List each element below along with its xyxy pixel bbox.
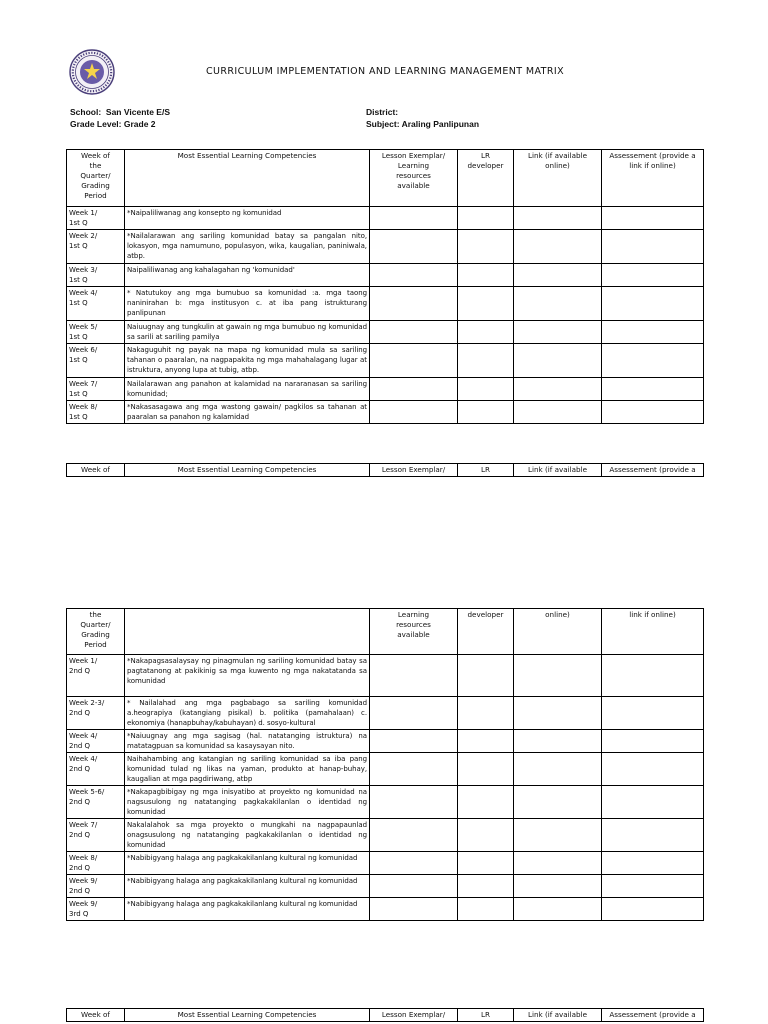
competency-cell: *Nabibigyang halaga ang pagkakakilanlang kultural ng komunidad bbox=[125, 898, 370, 921]
week-line: Week 7/ bbox=[69, 821, 98, 829]
week-line: Week 9/ bbox=[69, 877, 98, 885]
lr-cell[interactable] bbox=[458, 697, 514, 730]
week-line: Week 6/ bbox=[69, 346, 98, 354]
week-line: 1st Q bbox=[69, 333, 88, 341]
competency-cell: *Nakapagbibigay ng mga inisyatibo at proyekto ng komunidad na nagsusulong ng natatanging pagkakakilanlan o identidad ng komunidad bbox=[125, 786, 370, 819]
exemplar-cell[interactable] bbox=[370, 697, 458, 730]
competencies-header bbox=[125, 609, 370, 655]
lr-cell[interactable] bbox=[458, 786, 514, 819]
competency-cell: Nakalalahok sa mga proyekto o mungkahi na nagpapaunlad onagsusulong ng natatanging pagkakakilanlan o identidad ng komunidad bbox=[125, 819, 370, 852]
week-cell bbox=[67, 655, 125, 697]
week-header-line: Period bbox=[84, 640, 107, 649]
lr-cell[interactable] bbox=[458, 898, 514, 921]
week-header: Week of bbox=[67, 464, 125, 477]
table-row bbox=[67, 378, 704, 401]
week-line: Week 5/ bbox=[69, 323, 98, 331]
competency-cell: *Nabibigyang halaga ang pagkakakilanlang kultural ng komunidad bbox=[125, 875, 370, 898]
matrix-table-q1 bbox=[66, 149, 704, 424]
table-row bbox=[67, 730, 704, 753]
link-cell[interactable] bbox=[514, 730, 602, 753]
competency-cell: * Natutukoy ang mga bumubuo sa komunidad :a. mga taong naninirahan b: mga institusyon c. at iba pang istrukturang panlipunan bbox=[125, 287, 370, 321]
week-line: Week 8/ bbox=[69, 854, 98, 862]
grade-line bbox=[70, 118, 156, 130]
week-cell bbox=[67, 898, 125, 921]
link-cell[interactable] bbox=[514, 207, 602, 230]
exemplar-header-line: resources bbox=[396, 620, 431, 629]
week-header-line: the bbox=[89, 161, 102, 170]
link-cell[interactable] bbox=[514, 378, 602, 401]
table-row bbox=[67, 898, 704, 921]
week-cell bbox=[67, 264, 125, 287]
competency-cell: *Nabibigyang halaga ang pagkakakilanlang kultural ng komunidad bbox=[125, 852, 370, 875]
week-line: Week 8/ bbox=[69, 403, 98, 411]
week-line: 2nd Q bbox=[69, 831, 91, 839]
link-cell[interactable] bbox=[514, 898, 602, 921]
exemplar-cell[interactable] bbox=[370, 344, 458, 378]
lr-cell[interactable] bbox=[458, 852, 514, 875]
week-line: 1st Q bbox=[69, 219, 88, 227]
table-row bbox=[67, 819, 704, 852]
competency-cell: *Nakasasagawa ang mga wastong gawain/ pagkilos sa tahanan at paaralan sa panahon ng kalamidad bbox=[125, 401, 370, 424]
exemplar-cell[interactable] bbox=[370, 898, 458, 921]
table-row bbox=[67, 875, 704, 898]
week-cell bbox=[67, 344, 125, 378]
week-header-line: Week of bbox=[81, 151, 110, 160]
week-line: Week 4/ bbox=[69, 732, 98, 740]
week-cell bbox=[67, 697, 125, 730]
assessment-cell[interactable] bbox=[602, 786, 704, 819]
competency-cell: * Nailalahad ang mga pagbabago sa sariling komunidad a.heograpiya (katangiang pisikal) b. politika (pamahalaan) c. ekonomiya (hanapbuhay/kabuhayan) d. sosyo-kultural bbox=[125, 697, 370, 730]
link-cell[interactable] bbox=[514, 344, 602, 378]
week-line: 1st Q bbox=[69, 390, 88, 398]
exemplar-header: Lesson Exemplar/ bbox=[370, 464, 458, 477]
lr-header: LR bbox=[458, 464, 514, 477]
week-line: Week 2-3/ bbox=[69, 699, 105, 707]
district-line bbox=[366, 106, 398, 118]
competencies-header: Most Essential Learning Competencies bbox=[125, 1009, 370, 1022]
exemplar-cell[interactable] bbox=[370, 230, 458, 264]
exemplar-cell[interactable] bbox=[370, 321, 458, 344]
week-line: Week 7/ bbox=[69, 380, 98, 388]
deped-seal-logo bbox=[69, 49, 115, 95]
assessment-header: Assessement (provide a bbox=[602, 1009, 704, 1022]
week-line: 2nd Q bbox=[69, 667, 91, 675]
assessment-cell[interactable] bbox=[602, 898, 704, 921]
exemplar-cell[interactable] bbox=[370, 207, 458, 230]
competency-cell: *Nailalarawan ang sariling komunidad batay sa pangalan nito, lokasyon, mga namumuno, populasyon, wika, kaugalian, paniniwala, atbp. bbox=[125, 230, 370, 264]
exemplar-cell[interactable] bbox=[370, 655, 458, 697]
week-cell bbox=[67, 207, 125, 230]
grade-value: Grade 2 bbox=[123, 119, 156, 129]
week-header-line: Quarter/ bbox=[80, 620, 111, 629]
assessment-header bbox=[602, 150, 704, 207]
lr-cell[interactable] bbox=[458, 344, 514, 378]
exemplar-cell[interactable] bbox=[370, 264, 458, 287]
link-cell[interactable] bbox=[514, 875, 602, 898]
week-cell bbox=[67, 753, 125, 786]
link-cell[interactable] bbox=[514, 287, 602, 321]
competency-cell: *Naipaliliwanag ang konsepto ng komunidad bbox=[125, 207, 370, 230]
link-cell[interactable] bbox=[514, 230, 602, 264]
assessment-cell[interactable] bbox=[602, 753, 704, 786]
week-cell bbox=[67, 852, 125, 875]
exemplar-header bbox=[370, 150, 458, 207]
week-line: 1st Q bbox=[69, 242, 88, 250]
assessment-cell[interactable] bbox=[602, 207, 704, 230]
competency-cell: *Nakapagsasalaysay ng pinagmulan ng sariling komunidad batay sa pagtatanong at pakikinig sa mga kuwento ng mga nakatatanda sa komunidad bbox=[125, 655, 370, 697]
week-line: 2nd Q bbox=[69, 765, 91, 773]
matrix-table-header-repeat bbox=[66, 1008, 704, 1022]
school-label: School: bbox=[70, 107, 102, 117]
grade-label: Grade Level: bbox=[70, 119, 122, 129]
link-header bbox=[514, 150, 602, 207]
lr-header: LR bbox=[458, 1009, 514, 1022]
lr-cell[interactable] bbox=[458, 730, 514, 753]
week-header-line: Quarter/ bbox=[80, 171, 111, 180]
competencies-header: Most Essential Learning Competencies bbox=[125, 150, 370, 207]
link-cell[interactable] bbox=[514, 753, 602, 786]
assessment-cell[interactable] bbox=[602, 321, 704, 344]
week-cell bbox=[67, 401, 125, 424]
lr-cell[interactable] bbox=[458, 321, 514, 344]
week-cell bbox=[67, 321, 125, 344]
link-cell[interactable] bbox=[514, 321, 602, 344]
exemplar-header-line: resources bbox=[396, 171, 431, 180]
table-row bbox=[67, 655, 704, 697]
assessment-cell[interactable] bbox=[602, 852, 704, 875]
assessment-header-line: link if online) bbox=[629, 161, 676, 170]
assessment-cell[interactable] bbox=[602, 819, 704, 852]
matrix-table-header-repeat bbox=[66, 463, 704, 477]
subject-label: Subject: bbox=[366, 119, 400, 129]
week-line: Week 2/ bbox=[69, 232, 98, 240]
competency-cell: *Naiuugnay ang mga sagisag (hal. natatanging istruktura) na matatagpuan sa komunidad sa kasaysayan nito. bbox=[125, 730, 370, 753]
district-label: District: bbox=[366, 107, 399, 117]
exemplar-header-line: available bbox=[397, 181, 430, 190]
table-row bbox=[67, 230, 704, 264]
competency-cell: Nailalarawan ang panahon at kalamidad na nararanasan sa sariling komunidad; bbox=[125, 378, 370, 401]
week-line: 2nd Q bbox=[69, 709, 91, 717]
assessment-cell[interactable] bbox=[602, 655, 704, 697]
week-line: 1st Q bbox=[69, 299, 88, 307]
exemplar-cell[interactable] bbox=[370, 852, 458, 875]
week-cell bbox=[67, 819, 125, 852]
competency-cell: Naiuugnay ang tungkulin at gawain ng mga bumubuo ng komunidad sa sarili at sariling pamilya bbox=[125, 321, 370, 344]
table-row bbox=[67, 344, 704, 378]
exemplar-header: Lesson Exemplar/ bbox=[370, 1009, 458, 1022]
link-cell[interactable] bbox=[514, 401, 602, 424]
week-line: 1st Q bbox=[69, 276, 88, 284]
competency-cell: Naihahambing ang katangian ng sariling komunidad sa iba pang komunidad tulad ng likas na yaman, produkto at hanap-buhay, kaugalian at mga pagdiriwang, atbp bbox=[125, 753, 370, 786]
exemplar-cell[interactable] bbox=[370, 287, 458, 321]
link-cell[interactable] bbox=[514, 655, 602, 697]
lr-header: developer bbox=[458, 609, 514, 655]
week-cell bbox=[67, 378, 125, 401]
table-row bbox=[67, 401, 704, 424]
lr-header-line: developer bbox=[467, 161, 504, 170]
competency-cell: Naipaliliwanag ang kahalagahan ng 'komunidad' bbox=[125, 264, 370, 287]
subject-line bbox=[366, 118, 479, 130]
exemplar-cell[interactable] bbox=[370, 786, 458, 819]
lr-cell[interactable] bbox=[458, 401, 514, 424]
link-header: online) bbox=[514, 609, 602, 655]
week-line: Week 4/ bbox=[69, 289, 98, 297]
week-cell bbox=[67, 786, 125, 819]
exemplar-header-line: Learning bbox=[397, 610, 430, 619]
week-header: Week of bbox=[67, 1009, 125, 1022]
link-header: Link (if available bbox=[514, 464, 602, 477]
week-line: 1st Q bbox=[69, 356, 88, 364]
school-line bbox=[70, 106, 170, 118]
lr-cell[interactable] bbox=[458, 819, 514, 852]
lr-cell[interactable] bbox=[458, 378, 514, 401]
lr-header-line: LR bbox=[481, 151, 490, 160]
exemplar-header-line: available bbox=[397, 630, 430, 639]
link-header-line: online) bbox=[545, 161, 570, 170]
week-cell bbox=[67, 230, 125, 264]
exemplar-header-line: Lesson Exemplar/ bbox=[381, 151, 446, 160]
competency-cell: Nakaguguhit ng payak na mapa ng komunidad mula sa sariling tahanan o paaralan, na nagpapakita ng mga mahahalagang lugar at istruktura, anyong lupa at tubig, atbp. bbox=[125, 344, 370, 378]
link-header: Link (if available bbox=[514, 1009, 602, 1022]
lr-header bbox=[458, 150, 514, 207]
assessment-header: link if online) bbox=[602, 609, 704, 655]
week-line: 2nd Q bbox=[69, 887, 91, 895]
week-line: Week 5-6/ bbox=[69, 788, 105, 796]
lr-cell[interactable] bbox=[458, 875, 514, 898]
week-line: 2nd Q bbox=[69, 864, 91, 872]
assessment-cell[interactable] bbox=[602, 344, 704, 378]
link-cell[interactable] bbox=[514, 786, 602, 819]
assessment-cell[interactable] bbox=[602, 378, 704, 401]
week-line: Week 9/ bbox=[69, 900, 98, 908]
week-header-line: the bbox=[89, 610, 102, 619]
table-row bbox=[67, 697, 704, 730]
week-line: Week 1/ bbox=[69, 209, 98, 217]
assessment-cell[interactable] bbox=[602, 875, 704, 898]
assessment-cell[interactable] bbox=[602, 230, 704, 264]
lr-cell[interactable] bbox=[458, 287, 514, 321]
assessment-cell[interactable] bbox=[602, 401, 704, 424]
exemplar-header-line: Learning bbox=[397, 161, 430, 170]
week-line: Week 4/ bbox=[69, 755, 98, 763]
exemplar-cell[interactable] bbox=[370, 378, 458, 401]
assessment-cell[interactable] bbox=[602, 730, 704, 753]
week-line: 2nd Q bbox=[69, 798, 91, 806]
assessment-header-line: Assessement (provide a bbox=[609, 151, 696, 160]
exemplar-header bbox=[370, 609, 458, 655]
week-line: 2nd Q bbox=[69, 742, 91, 750]
assessment-cell[interactable] bbox=[602, 264, 704, 287]
week-header-line: Period bbox=[84, 191, 107, 200]
table-row bbox=[67, 786, 704, 819]
week-cell bbox=[67, 875, 125, 898]
table-row bbox=[67, 207, 704, 230]
subject-value: Araling Panlipunan bbox=[401, 119, 480, 129]
exemplar-cell[interactable] bbox=[370, 819, 458, 852]
week-cell bbox=[67, 730, 125, 753]
week-line: Week 1/ bbox=[69, 657, 98, 665]
school-value: San Vicente E/S bbox=[105, 107, 171, 117]
lr-cell[interactable] bbox=[458, 655, 514, 697]
table-row bbox=[67, 264, 704, 287]
week-header bbox=[67, 609, 125, 655]
table-row bbox=[67, 321, 704, 344]
lr-cell[interactable] bbox=[458, 230, 514, 264]
assessment-cell[interactable] bbox=[602, 287, 704, 321]
competencies-header: Most Essential Learning Competencies bbox=[125, 464, 370, 477]
document-title: CURRICULUM IMPLEMENTATION AND LEARNING MANAGEMENT MATRIX bbox=[206, 66, 564, 77]
exemplar-cell[interactable] bbox=[370, 401, 458, 424]
week-cell bbox=[67, 287, 125, 321]
lr-cell[interactable] bbox=[458, 264, 514, 287]
link-cell[interactable] bbox=[514, 264, 602, 287]
assessment-header: Assessement (provide a bbox=[602, 464, 704, 477]
table-row bbox=[67, 852, 704, 875]
assessment-cell[interactable] bbox=[602, 697, 704, 730]
week-line: Week 3/ bbox=[69, 266, 98, 274]
week-line: 3rd Q bbox=[69, 910, 89, 918]
week-header-line: Grading bbox=[81, 181, 110, 190]
link-cell[interactable] bbox=[514, 819, 602, 852]
link-cell[interactable] bbox=[514, 697, 602, 730]
table-row bbox=[67, 287, 704, 321]
exemplar-cell[interactable] bbox=[370, 730, 458, 753]
matrix-table-q2 bbox=[66, 608, 704, 921]
link-header-line: Link (if available bbox=[527, 151, 588, 160]
lr-cell[interactable] bbox=[458, 753, 514, 786]
lr-cell[interactable] bbox=[458, 207, 514, 230]
exemplar-cell[interactable] bbox=[370, 753, 458, 786]
week-header bbox=[67, 150, 125, 207]
table-row bbox=[67, 753, 704, 786]
link-cell[interactable] bbox=[514, 852, 602, 875]
week-header-line: Grading bbox=[81, 630, 110, 639]
exemplar-cell[interactable] bbox=[370, 875, 458, 898]
week-line: 1st Q bbox=[69, 413, 88, 421]
